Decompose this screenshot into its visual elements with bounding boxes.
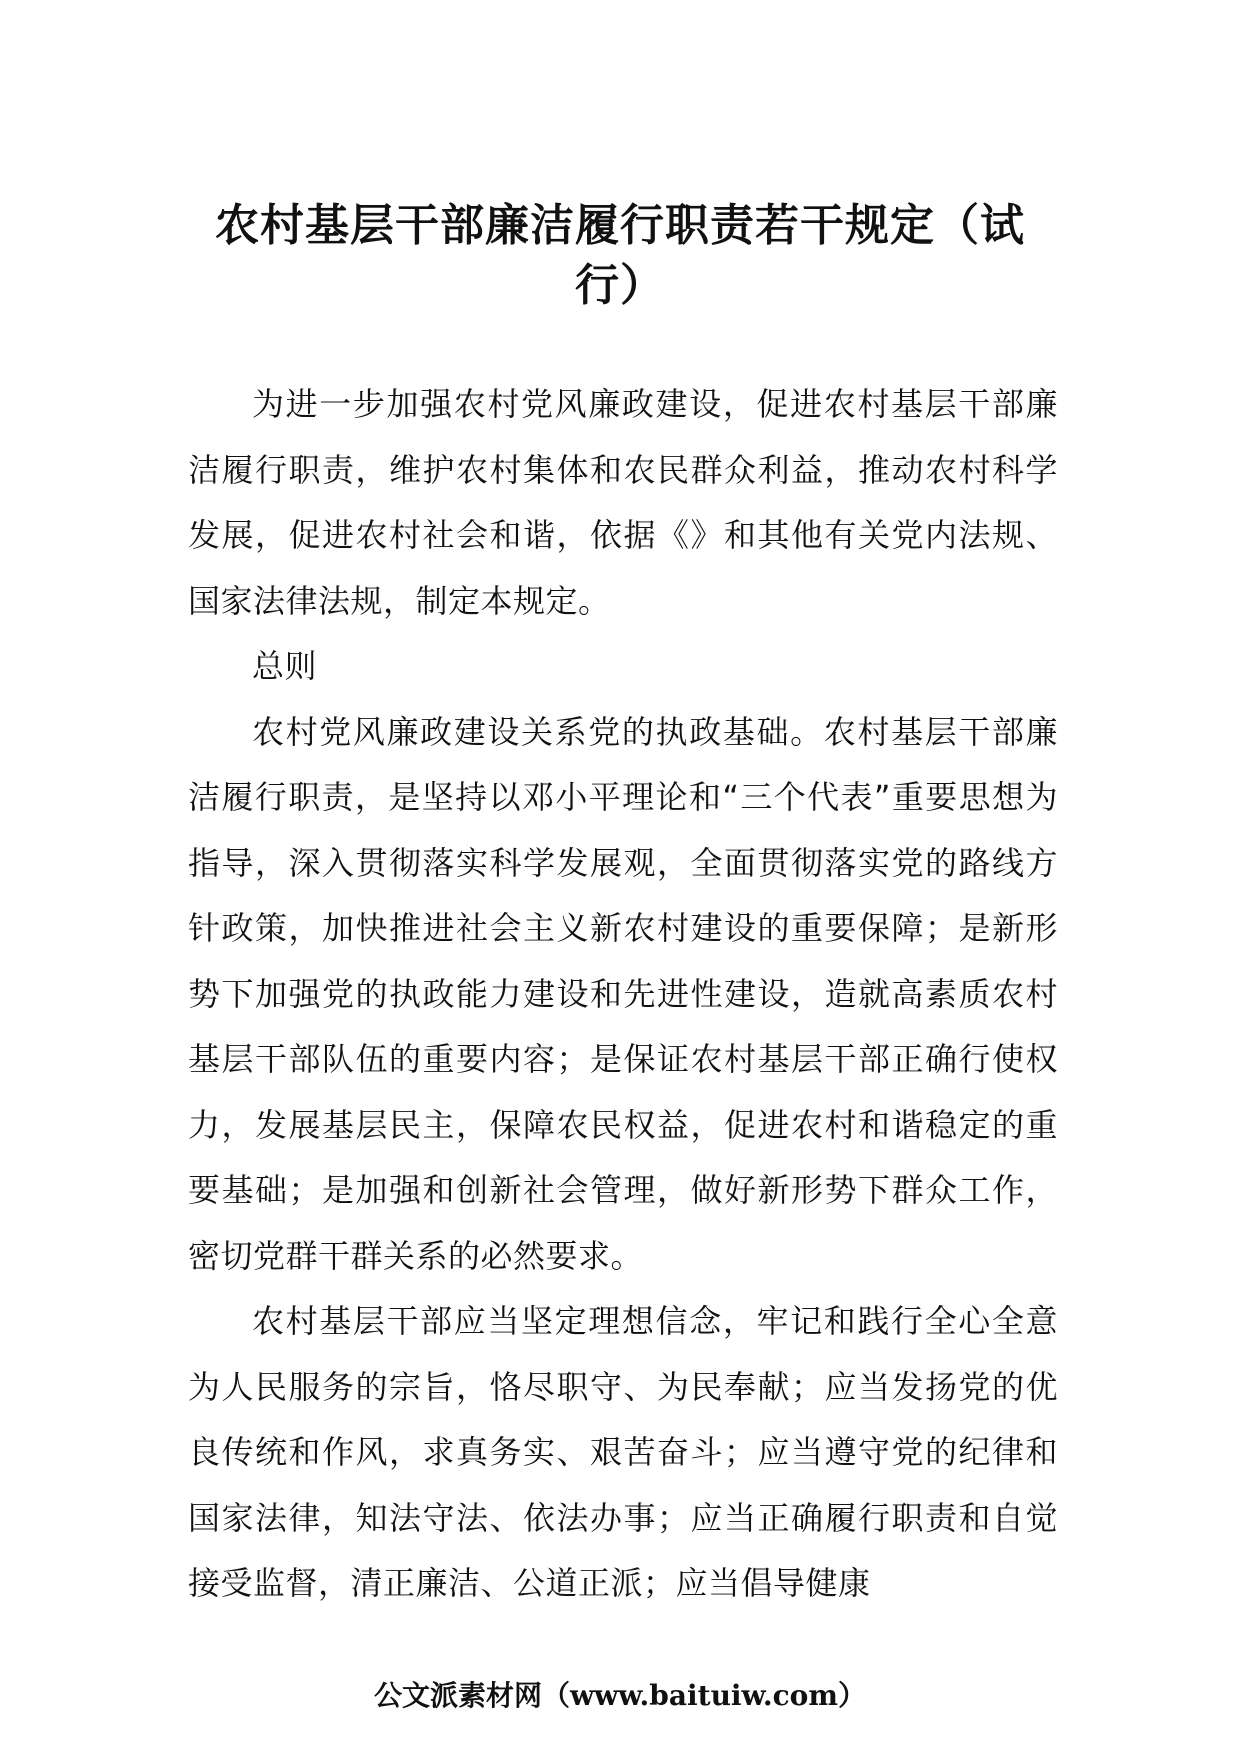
- paragraph-significance: 农村党风廉政建设关系党的执政基础。农村基层干部廉洁履行职责，是坚持以邓小平理论和“三个代表”重要思想为指导，深入贯彻落实科学发展观，全面贯彻落实党的路线方针政策，加快推进社会主义新农村建设的重要保障；是新形势下加强党的执政能力建设和先进性建设，造就高素质农村基层干部队伍的重要内容；是保证农村基层干部正确行使权力，发展基层民主，保障农民权益，促进农村和谐稳定的重要基础；是加强和创新社会管理，做好新形势下群众工作，密切党群干群关系的必然要求。: [188, 712, 1058, 1275]
- document-body: [188, 372, 1058, 1617]
- paragraph-intro: 为进一步加强农村党风廉政建设，促进农村基层干部廉洁履行职责，维护农村集体和农民群众利益，推动农村科学发展，促进农村社会和谐，依据《》和其他有关党内法规、国家法律法规，制定本规定。: [188, 385, 1058, 620]
- footer-watermark: 公文派素材网（www.baituiw.com）: [374, 1679, 866, 1712]
- section-heading-general: 总则: [252, 647, 318, 685]
- paragraph-requirements: 农村基层干部应当坚定理想信念，牢记和践行全心全意为人民服务的宗旨，恪尽职守、为民奉献；应当发扬党的优良传统和作风，求真务实、艰苦奋斗；应当遵守党的纪律和国家法律，知法守法、依法办事；应当正确履行职责和自觉接受监督，清正廉洁、公道正派；应当倡导健康: [188, 1302, 1058, 1602]
- document-title: 农村基层干部廉洁履行职责若干规定（试行）: [215, 200, 1025, 311]
